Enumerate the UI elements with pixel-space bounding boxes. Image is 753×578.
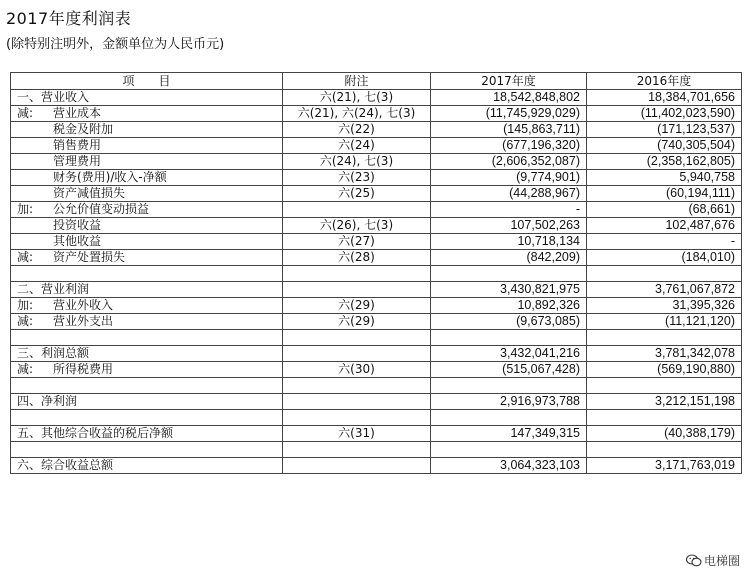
column-header-note: 附注 xyxy=(283,73,431,90)
note-cell: 六(30) xyxy=(283,362,431,378)
item-cell xyxy=(11,170,283,186)
item-cell xyxy=(11,426,283,442)
item-label: 资产处置损失 xyxy=(53,250,126,264)
note-cell: 六(31) xyxy=(283,426,431,442)
blank-cell xyxy=(283,266,431,282)
item-cell xyxy=(11,138,283,154)
blank-cell xyxy=(283,442,431,458)
value-2016-cell: 5,940,758 xyxy=(587,170,742,186)
blank-cell xyxy=(11,410,283,426)
item-label: 六、综合收益总额 xyxy=(17,458,114,472)
value-2016-cell: 3,781,342,078 xyxy=(587,346,742,362)
item-label: 其他收益 xyxy=(53,234,102,248)
item-label: 财务(费用)/收入-净额 xyxy=(53,170,167,184)
blank-cell xyxy=(431,410,587,426)
note-cell xyxy=(283,346,431,362)
value-2016-cell: 31,395,326 xyxy=(587,298,742,314)
blank-row xyxy=(11,442,742,458)
value-2016-cell: 3,171,763,019 xyxy=(587,458,742,474)
item-label: 销售费用 xyxy=(53,138,102,152)
item-label: 四、净利润 xyxy=(17,394,78,408)
blank-cell xyxy=(11,330,283,346)
value-2017-cell: 3,430,821,975 xyxy=(431,282,587,298)
table-row xyxy=(11,106,742,122)
table-body xyxy=(11,90,742,474)
table-row xyxy=(11,282,742,298)
note-cell: 六(29) xyxy=(283,314,431,330)
note-cell xyxy=(283,282,431,298)
item-cell xyxy=(11,218,283,234)
value-2017-cell: 10,892,326 xyxy=(431,298,587,314)
value-2016-cell: 18,384,701,656 xyxy=(587,90,742,106)
table-row xyxy=(11,458,742,474)
item-prefix: 减: xyxy=(17,314,34,328)
blank-cell xyxy=(283,410,431,426)
item-prefix: 加: xyxy=(17,298,34,312)
item-cell xyxy=(11,346,283,362)
table-header-row xyxy=(11,73,742,90)
table-row xyxy=(11,202,742,218)
value-2017-cell: (11,745,929,029) xyxy=(431,106,587,122)
value-2017-cell: (145,863,711) xyxy=(431,122,587,138)
item-label: 资产减值损失 xyxy=(53,186,126,200)
item-cell xyxy=(11,106,283,122)
watermark-text: 电梯圈 xyxy=(703,554,740,568)
table-row xyxy=(11,298,742,314)
note-cell: 六(25) xyxy=(283,186,431,202)
value-2017-cell: (515,067,428) xyxy=(431,362,587,378)
table-row xyxy=(11,186,742,202)
item-cell xyxy=(11,122,283,138)
item-label: 所得税费用 xyxy=(53,362,114,376)
watermark xyxy=(683,551,743,570)
item-cell xyxy=(11,282,283,298)
note-cell: 六(29) xyxy=(283,298,431,314)
blank-cell xyxy=(587,330,742,346)
note-cell: 六(24), 七(3) xyxy=(283,154,431,170)
value-2016-cell: (11,121,120) xyxy=(587,314,742,330)
value-2017-cell: (2,606,352,087) xyxy=(431,154,587,170)
value-2017-cell: (842,209) xyxy=(431,250,587,266)
item-label: 五、其他综合收益的税后净额 xyxy=(17,426,174,440)
column-header-2017: 2017年度 xyxy=(431,73,587,90)
blank-cell xyxy=(11,442,283,458)
item-cell xyxy=(11,202,283,218)
table-row xyxy=(11,234,742,250)
item-cell xyxy=(11,314,283,330)
note-cell xyxy=(283,458,431,474)
value-2017-cell: 2,916,973,788 xyxy=(431,394,587,410)
item-cell xyxy=(11,458,283,474)
value-2016-cell: (184,010) xyxy=(587,250,742,266)
note-cell xyxy=(283,394,431,410)
income-statement-table xyxy=(10,72,742,474)
blank-cell xyxy=(431,378,587,394)
value-2016-cell: - xyxy=(587,234,742,250)
value-2016-cell: 3,212,151,198 xyxy=(587,394,742,410)
value-2016-cell: (171,123,537) xyxy=(587,122,742,138)
item-label: 三、利润总额 xyxy=(17,346,90,360)
note-cell: 六(23) xyxy=(283,170,431,186)
blank-cell xyxy=(587,442,742,458)
blank-row xyxy=(11,410,742,426)
value-2017-cell: 10,718,134 xyxy=(431,234,587,250)
page-title: 2017年度利润表 xyxy=(6,9,132,28)
value-2017-cell: (44,288,967) xyxy=(431,186,587,202)
value-2016-cell: (11,402,023,590) xyxy=(587,106,742,122)
note-cell: 六(27) xyxy=(283,234,431,250)
item-label: 营业外收入 xyxy=(53,298,114,312)
item-cell xyxy=(11,298,283,314)
item-label: 税金及附加 xyxy=(53,122,114,136)
blank-cell xyxy=(587,410,742,426)
blank-cell xyxy=(283,378,431,394)
value-2017-cell: (677,196,320) xyxy=(431,138,587,154)
value-2016-cell: 102,487,676 xyxy=(587,218,742,234)
table-row xyxy=(11,426,742,442)
item-prefix: 加: xyxy=(17,202,34,216)
item-label: 公允价值变动损益 xyxy=(53,202,150,216)
item-cell xyxy=(11,186,283,202)
value-2016-cell: (40,388,179) xyxy=(587,426,742,442)
note-cell: 六(21), 六(24), 七(3) xyxy=(283,106,431,122)
item-cell xyxy=(11,394,283,410)
value-2017-cell: 3,064,323,103 xyxy=(431,458,587,474)
value-2017-cell: - xyxy=(431,202,587,218)
value-2017-cell: 18,542,848,802 xyxy=(431,90,587,106)
table-row xyxy=(11,394,742,410)
item-prefix: 减: xyxy=(17,362,34,376)
value-2017-cell: 147,349,315 xyxy=(431,426,587,442)
blank-cell xyxy=(587,266,742,282)
note-cell: 六(21), 七(3) xyxy=(283,90,431,106)
note-cell: 六(24) xyxy=(283,138,431,154)
blank-cell xyxy=(431,442,587,458)
note-cell: 六(28) xyxy=(283,250,431,266)
wechat-icon xyxy=(686,554,702,567)
table-row xyxy=(11,218,742,234)
item-label: 一、营业收入 xyxy=(17,90,90,104)
item-cell xyxy=(11,250,283,266)
table-row xyxy=(11,314,742,330)
blank-cell xyxy=(431,266,587,282)
column-header-2016: 2016年度 xyxy=(587,73,742,90)
value-2017-cell: 3,432,041,216 xyxy=(431,346,587,362)
blank-cell xyxy=(283,330,431,346)
item-cell xyxy=(11,154,283,170)
item-label: 二、营业利润 xyxy=(17,282,90,296)
table-row xyxy=(11,250,742,266)
value-2016-cell: (60,194,111) xyxy=(587,186,742,202)
item-prefix: 减: xyxy=(17,106,34,120)
blank-cell xyxy=(431,330,587,346)
page-subtitle: (除特别注明外，金额单位为人民币元) xyxy=(6,37,225,52)
blank-cell xyxy=(11,266,283,282)
item-label: 投资收益 xyxy=(53,218,102,232)
item-cell xyxy=(11,362,283,378)
item-cell xyxy=(11,234,283,250)
value-2016-cell: (2,358,162,805) xyxy=(587,154,742,170)
note-cell: 六(26), 七(3) xyxy=(283,218,431,234)
value-2016-cell: (68,661) xyxy=(587,202,742,218)
table-row xyxy=(11,170,742,186)
table-row xyxy=(11,154,742,170)
item-label: 营业外支出 xyxy=(53,314,114,328)
item-label: 管理费用 xyxy=(53,154,102,168)
table-row xyxy=(11,122,742,138)
item-prefix: 减: xyxy=(17,250,34,264)
blank-row xyxy=(11,266,742,282)
value-2017-cell: (9,774,901) xyxy=(431,170,587,186)
note-cell: 六(22) xyxy=(283,122,431,138)
table-row xyxy=(11,346,742,362)
blank-row xyxy=(11,378,742,394)
table-row xyxy=(11,138,742,154)
blank-cell xyxy=(587,378,742,394)
value-2016-cell: (740,305,504) xyxy=(587,138,742,154)
blank-cell xyxy=(11,378,283,394)
value-2016-cell: (569,190,880) xyxy=(587,362,742,378)
table-row xyxy=(11,90,742,106)
table-row xyxy=(11,362,742,378)
value-2016-cell: 3,761,067,872 xyxy=(587,282,742,298)
blank-row xyxy=(11,330,742,346)
note-cell xyxy=(283,202,431,218)
value-2017-cell: 107,502,263 xyxy=(431,218,587,234)
value-2017-cell: (9,673,085) xyxy=(431,314,587,330)
column-header-item: 项 目 xyxy=(11,73,283,90)
item-cell xyxy=(11,90,283,106)
item-label: 营业成本 xyxy=(53,106,102,120)
